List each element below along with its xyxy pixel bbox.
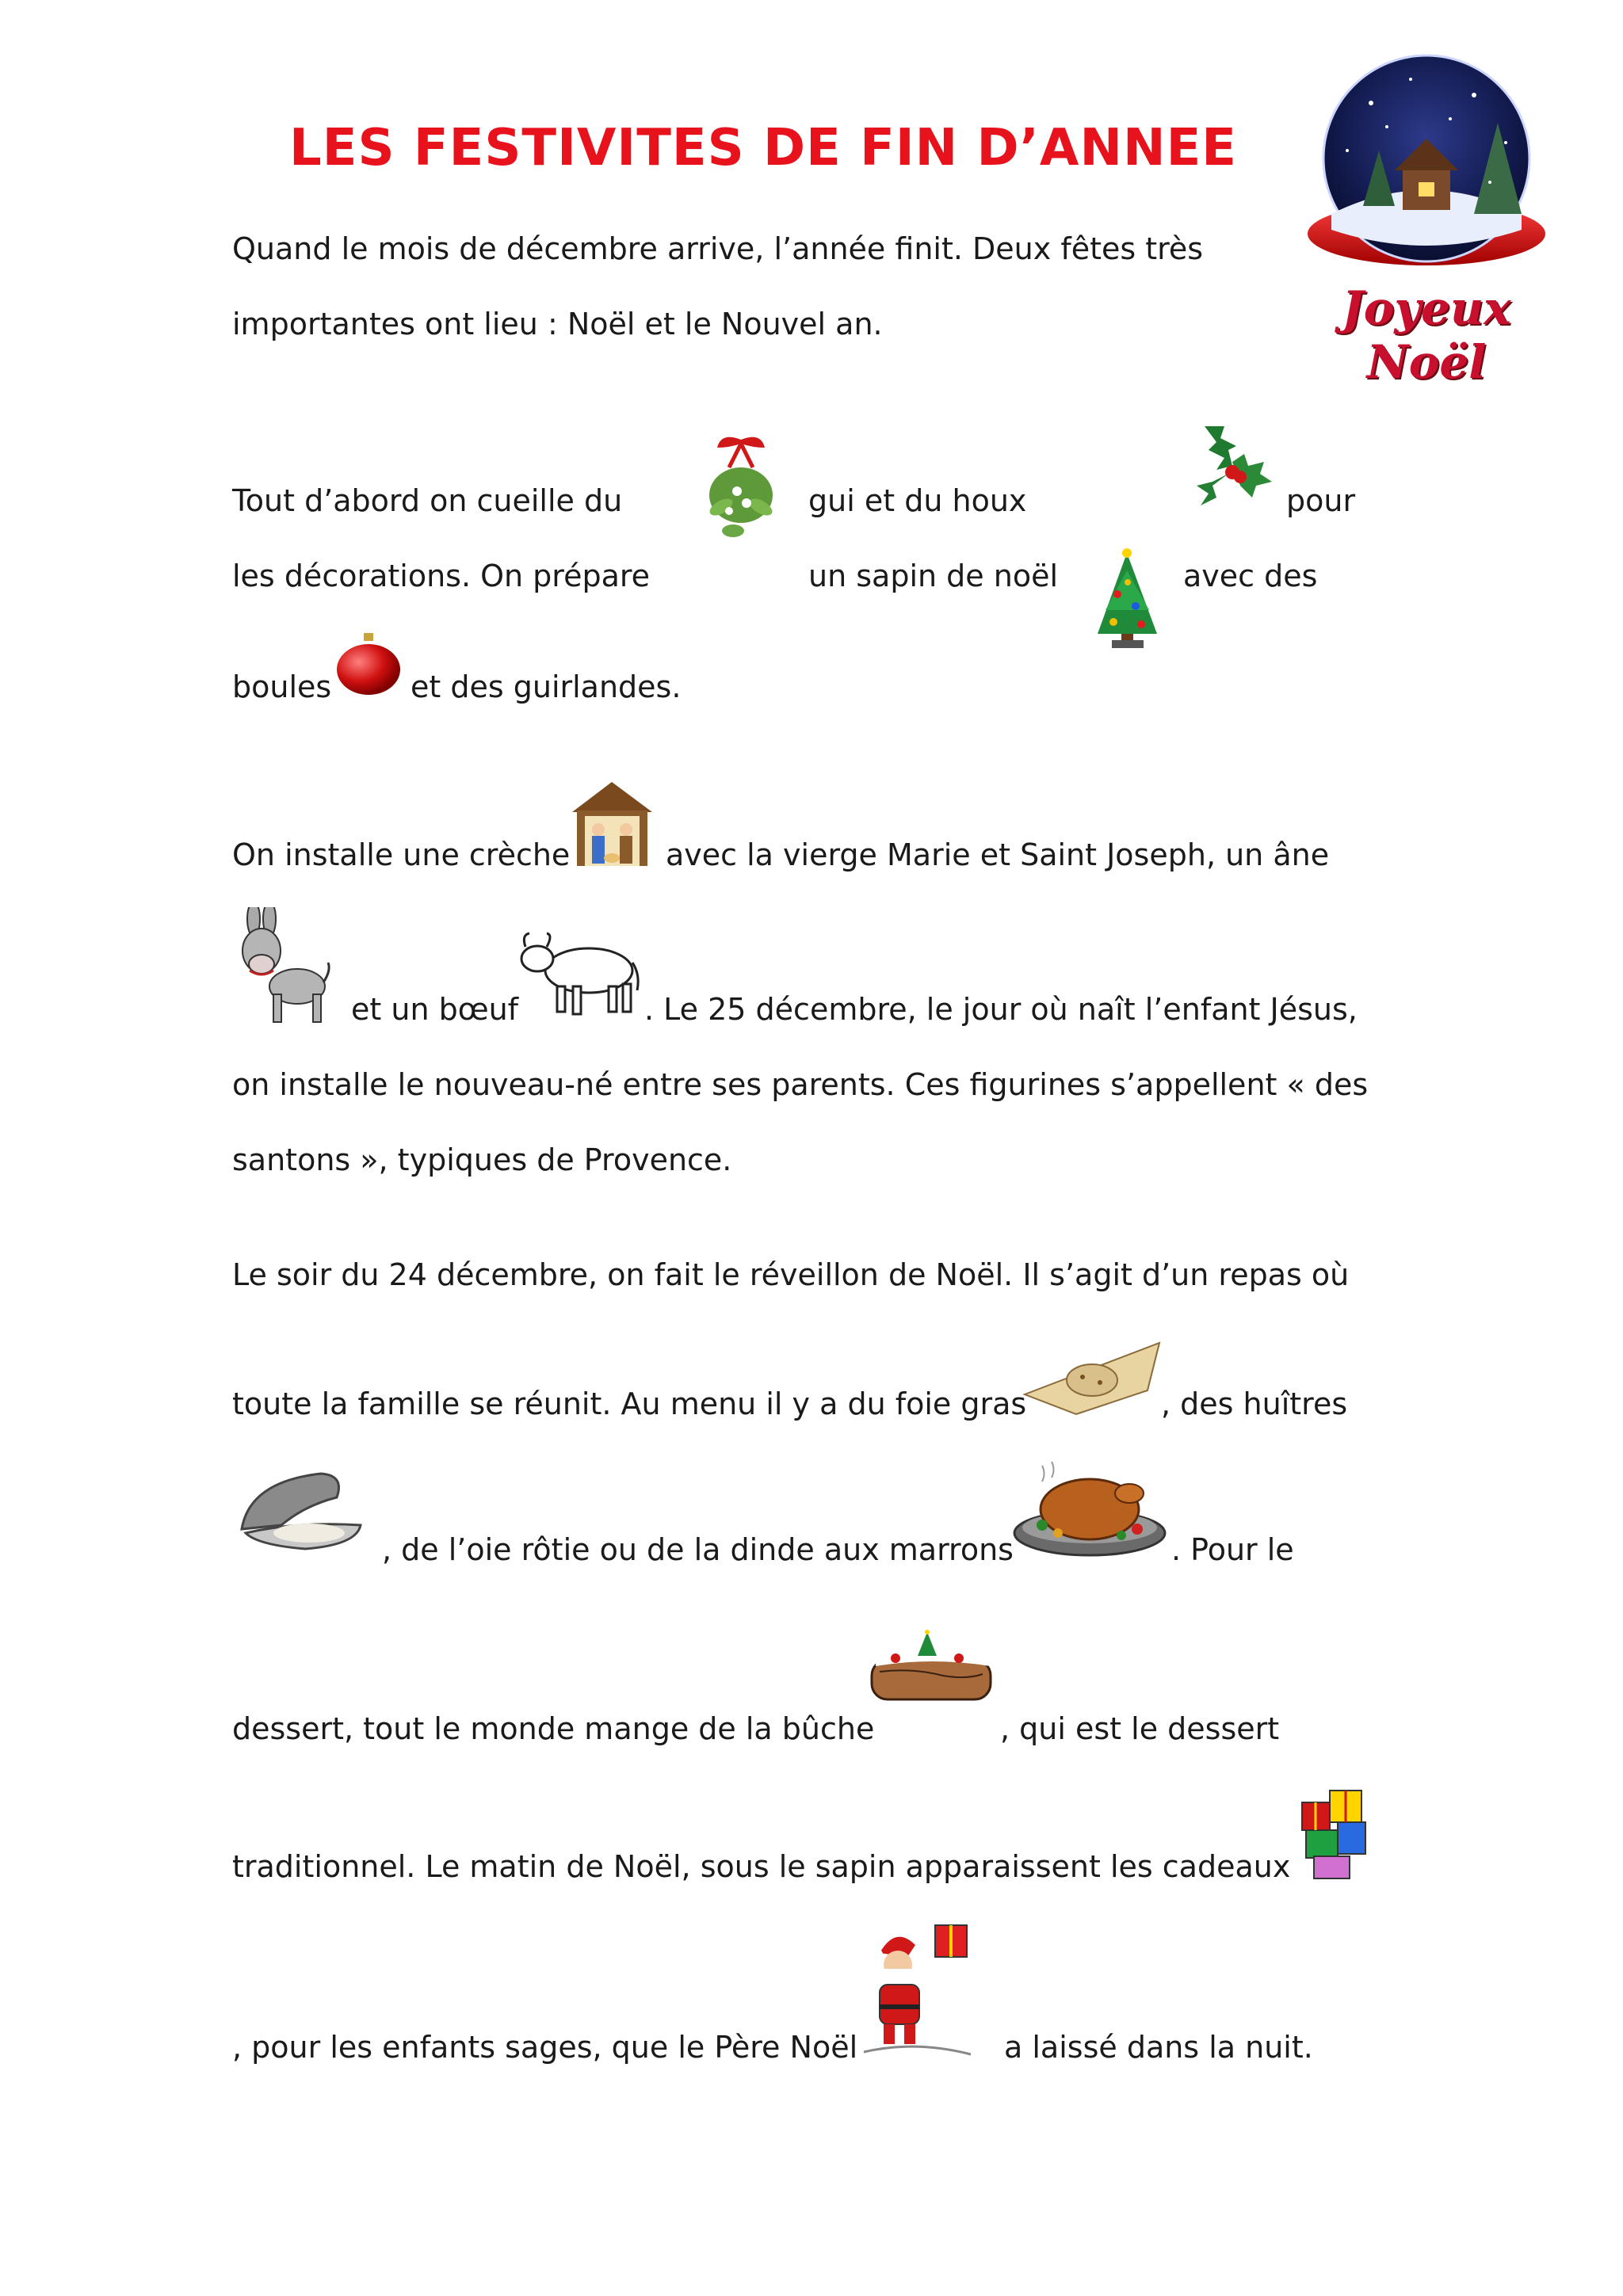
paragraph4-seg10: a laissé dans la nuit. [1004, 2030, 1313, 2065]
paragraph3-seg1: On installe une crèche [232, 837, 571, 872]
paragraph4-seg1: Le soir du 24 décembre, on fait le réveillon de Noël. Il s’agit d’un repas où [232, 1257, 1350, 1292]
yule-log-icon [864, 1628, 999, 1707]
paragraph2-seg4: les décorations. On prépare [232, 559, 651, 593]
christmas-tree-icon [1090, 547, 1165, 654]
paragraph4-seg5: . Pour le [1171, 1532, 1294, 1567]
paragraph1-line2: importantes ont lieu : Noël et le Nouvel an. [232, 307, 883, 341]
paragraph4-seg7: , qui est le dessert [1000, 1711, 1280, 1746]
paragraph1-line1: Quand le mois de décembre arrive, l’année finit. Deux fêtes très [232, 231, 1204, 266]
paragraph4-seg4: , de l’oie rôtie ou de la dinde aux marrons [382, 1532, 1014, 1567]
paragraph2-seg8: et des guirlandes. [411, 669, 682, 704]
paragraph2-seg7: boules [232, 669, 332, 704]
santa-claus-icon [860, 1921, 975, 2060]
paragraph4-seg2: toute la famille se réunit. Au menu il y a du foie gras [232, 1386, 1027, 1421]
paragraph3-seg3: et un bœuf [351, 992, 519, 1027]
nativity-icon [571, 780, 654, 868]
holly-icon [1189, 418, 1276, 513]
paragraph4-seg3: , des huîtres [1161, 1386, 1348, 1421]
paragraph3-seg5: on installe le nouveau-né entre ses parents. Ces figurines s’appellent « des [232, 1067, 1369, 1102]
donkey-icon [230, 907, 333, 1026]
paragraph2-seg3: pour [1286, 483, 1356, 518]
paragraph2-seg5: un sapin de noël [808, 559, 1059, 593]
ornament-ball-icon [333, 630, 404, 701]
paragraph4-seg6: dessert, tout le monde mange de la bûche [232, 1711, 875, 1746]
foie-gras-icon [1021, 1339, 1163, 1426]
oyster-icon [234, 1466, 369, 1553]
paragraph3-seg6: santons », typiques de Provence. [232, 1142, 732, 1177]
roast-turkey-icon [1010, 1458, 1169, 1561]
paragraph2-seg1: Tout d’abord on cueille du [232, 483, 623, 518]
paragraph2-seg2: gui et du houx [808, 483, 1027, 518]
paragraph2-seg6: avec des [1183, 559, 1318, 593]
gifts-icon [1298, 1787, 1369, 1882]
snow-globe-icon [1292, 48, 1561, 389]
page-title: LES FESTIVITES DE FIN D’ANNEE [289, 119, 1237, 177]
paragraph4-seg8: traditionnel. Le matin de Noël, sous le sapin apparaissent les cadeaux [232, 1849, 1291, 1884]
joyeux-noel-label: Joyeux Noël [1342, 281, 1511, 389]
paragraph3-seg4: . Le 25 décembre, le jour où naît l’enfant Jésus, [644, 992, 1358, 1027]
paragraph4-seg9: , pour les enfants sages, que le Père Noël [232, 2030, 858, 2065]
mistletoe-icon [697, 432, 785, 551]
ox-icon [514, 927, 640, 1018]
paragraph3-seg2: avec la vierge Marie et Saint Joseph, un âne [666, 837, 1330, 872]
